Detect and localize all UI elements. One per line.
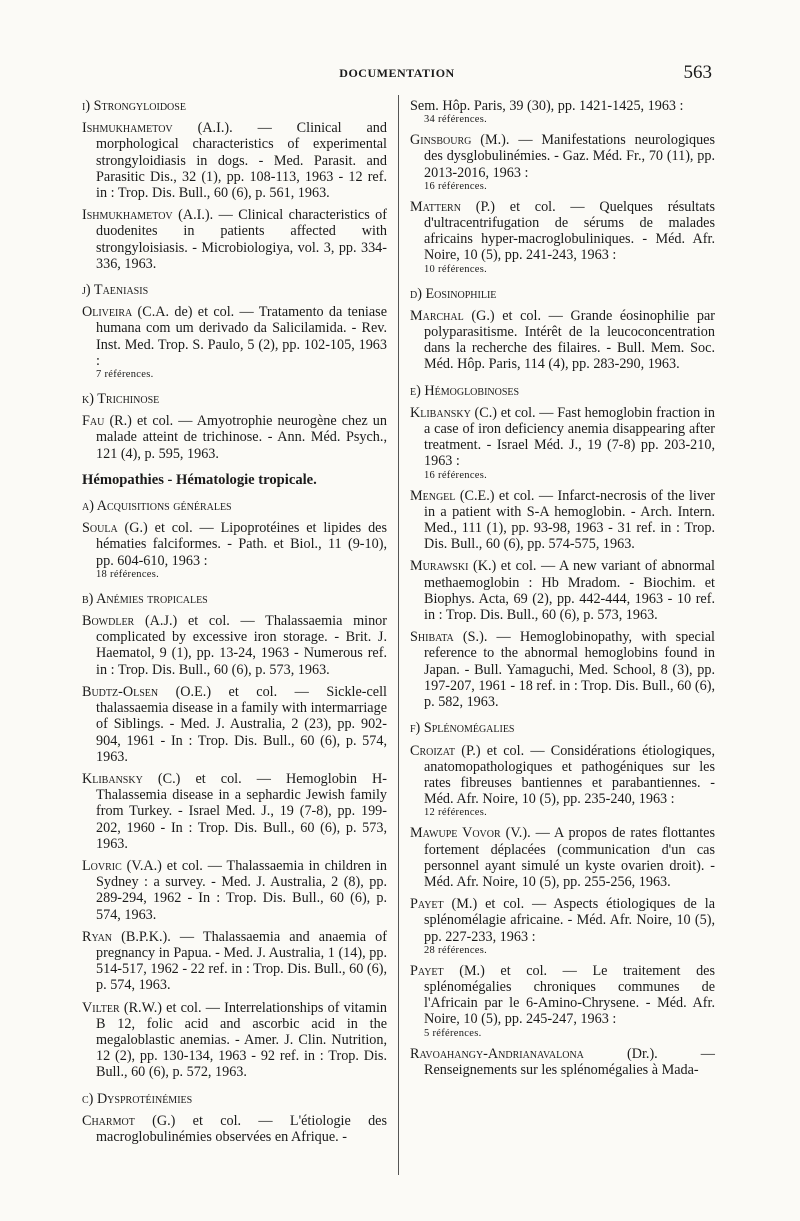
entry-author: Croizat bbox=[410, 742, 456, 759]
entry-author: Klibansky bbox=[82, 770, 143, 787]
entry-reference-count: 28 références. bbox=[424, 944, 488, 956]
bibliography-entry bbox=[410, 405, 715, 482]
entry-reference-count: 7 références. bbox=[96, 369, 154, 381]
bibliography-entry bbox=[82, 771, 387, 852]
bibliography-entry bbox=[410, 132, 715, 193]
entry-citation: (A.I.). — Clinical and morphological characteristics of experimental strongyloidiasis in dogs. - Med. Parasit. and Parasitic Dis., 32 (1), pp. 108-113, 1963 - 12 ref. in : Trop. Dis. Bull., 60 (6), p. 561, 1963. bbox=[96, 120, 387, 202]
entry-citation: (S.). — Hemoglobinopathy, with special reference to the abnormal hemoglobins found in Japan. - Bull. Yamaguchi, Med. School, 8 (3), pp. 197-207, 1961 - 18 ref. in : Trop. Dis. Bull., 60 (6), p. 582, 1963. bbox=[424, 629, 715, 711]
entry-author: Payet bbox=[410, 896, 444, 913]
section-heading: b) Anémies tropicales bbox=[82, 590, 208, 607]
section-heading: c) Dysprotéinémies bbox=[82, 1090, 193, 1107]
bibliography-entry bbox=[410, 896, 715, 957]
bibliography-entry bbox=[82, 613, 387, 678]
entry-reference-count: 16 références. bbox=[424, 180, 488, 192]
bibliography-entry bbox=[82, 413, 387, 462]
bibliography-entry bbox=[82, 1000, 387, 1081]
entry-citation: (R.W.) et col. — Interrelationships of vitamin B 12, folic acid and ascorbic acid in the megaloblastic anemias. - Amer. J. Clin. Nutrition, 12 (2), pp. 130-134, 1963 - 92 ref. in : Trop. Dis. Bull., 60 (6), p. 572, 1963. bbox=[96, 999, 387, 1081]
section-heading: a) Acquisitions générales bbox=[82, 498, 232, 515]
page-number: 563 bbox=[683, 62, 712, 83]
entry-author: Soula bbox=[82, 520, 118, 537]
entry-author: Ravoahangy-Andrianavalona bbox=[410, 1045, 584, 1062]
bibliography-entry bbox=[82, 1113, 387, 1145]
bibliography-entry bbox=[410, 629, 715, 710]
bibliography-entry bbox=[410, 558, 715, 623]
entry-citation: (C.E.) et col. — Infarct-necrosis of the liver in a patient with S-A hemoglobin. - Arch. Intern. Med., 111 (1), pp. 93-98, 1963 - 31 ref. in : Trop. Dis. Bull., 60 (6), pp. 574-575, 1963. bbox=[424, 487, 715, 553]
entry-reference-count: 5 références. bbox=[424, 1027, 482, 1039]
entry-author: Ginsbourg bbox=[410, 132, 472, 149]
entry-citation: (O.E.) et col. — Sickle-cell thalassaemia disease in a family with intermarriage of Siblings. - Med. J. Australia, 2 (23), pp. 902-904, 1961 - In : Trop. Dis. Bull., 60 (6), p. 574, 1963. bbox=[96, 683, 387, 765]
entry-citation: (A.J.) et col. — Thalassaemia minor complicated by excessive iron storage. - Brit. J. Haematol, 9 (1), pp. 13-24, 1963 - Numerous ref. in : Trop. Dis. Bull., 60 (6), p. 573, 1963. bbox=[96, 613, 387, 678]
section-heading: e) Hémoglobinoses bbox=[410, 382, 520, 399]
bibliography-entry bbox=[410, 1046, 715, 1078]
running-head: DOCUMENTATION bbox=[339, 66, 455, 80]
entry-citation: (G.) et col. — L'étiologie des macroglobulinémies observées en Afrique. - bbox=[96, 1112, 387, 1145]
entry-citation: (Dr.). — Renseignements sur les splénomégalies à Mada- bbox=[424, 1045, 715, 1078]
entry-author: Lovric bbox=[82, 857, 122, 874]
entry-citation: (C.) et col. — Fast hemoglobin fraction in a case of iron deficiency anemia disappearing after treatment. - Israel Méd. J., 19 (7-8) pp. 203-210, 1963 : bbox=[424, 404, 715, 470]
entry-author: Vilter bbox=[82, 999, 120, 1016]
section-heading: j) Taeniasis bbox=[82, 282, 149, 299]
entry-citation: (A.I.). — Clinical characteristics of duodenites in patients affected with strongyloisiasis. - Microbiologiya, vol. 3, pp. 334-336, 1963. bbox=[96, 207, 387, 272]
section-heading: k) Trichinose bbox=[82, 391, 160, 408]
bibliography-entry bbox=[82, 207, 387, 272]
entry-citation: (P.) et col. — Quelques résultats d'ultracentrifugation de sérums de malades africains hyper-macroglobuliniques. - Méd. Afr. Noire, 10 (5), pp. 241-243, 1963 : bbox=[424, 198, 715, 264]
entry-author: Bowdler bbox=[82, 613, 135, 630]
bibliography-entry bbox=[82, 120, 387, 201]
entry-author: Klibansky bbox=[410, 404, 471, 421]
entry-citation: (M.) et col. — Aspects étiologiques de la splénomélagie africaine. - Méd. Afr. Noire, 10 (5), pp. 227-233, 1963 : bbox=[424, 896, 715, 945]
bibliography-entry bbox=[82, 304, 387, 381]
entry-citation: (C.) et col. — Hemoglobin H-Thalassemia disease in a sephardic Jewish family from Turkey. - Israel Med. J., 19 (7-8), pp. 199-202, 1960 - In : Trop. Dis. Bull., 60 (6), p. 573, 1963. bbox=[96, 770, 387, 852]
entry-reference-count: 12 références. bbox=[424, 807, 488, 819]
left-column bbox=[82, 98, 387, 1151]
entry-author: Oliveira bbox=[82, 304, 133, 321]
entry-author: Budtz-Olsen bbox=[82, 683, 159, 700]
entry-author: Ishmukhametov bbox=[82, 207, 173, 224]
entry-author: Mengel bbox=[410, 487, 456, 504]
entry-author: Mawupe Vovor bbox=[410, 825, 501, 842]
bibliography-entry bbox=[410, 98, 715, 126]
entry-author: Fau bbox=[82, 413, 105, 430]
bibliography-entry bbox=[410, 308, 715, 373]
entry-citation: (R.) et col. — Amyotrophie neurogène chez un malade atteint de trichinose. - Ann. Méd. Psych., 121 (4), p. 595, 1963. bbox=[96, 413, 387, 462]
entry-citation: (B.P.K.). — Thalassaemia and anaemia of pregnancy in Papua. - Med. J. Australia, 1 (14), pp. 514-517, 1962 - 22 ref. in : Trop. Dis. Bull., 60 (6), p. 574, 1963. bbox=[96, 928, 387, 994]
entry-citation: (P.) et col. — Considérations étiologiques, anatomopathologiques et pathogéniques sur les rates fibreuses bantiennes et parabantiennes. - Méd. Afr. Noire, 10 (5), pp. 235-240, 1963 : bbox=[424, 742, 715, 808]
entry-citation: Sem. Hôp. Paris, 39 (30), pp. 1421-1425, 1963 : bbox=[410, 98, 684, 114]
entry-reference-count: 10 références. bbox=[424, 263, 488, 275]
entry-reference-count: 16 références. bbox=[424, 469, 488, 481]
entry-reference-count: 34 références. bbox=[424, 114, 488, 126]
entry-citation: (K.) et col. — A new variant of abnormal methaemoglobin : Hb Mradom. - Biochim. et Biophys. Acta, 69 (2), pp. 442-444, 1963 - 10 ref. in : Trop. Dis. Bull., 60 (6), p. 573, 1963. bbox=[424, 558, 715, 624]
section-heading: f) Splénomégalies bbox=[410, 720, 515, 737]
entry-author: Mattern bbox=[410, 198, 461, 215]
entry-citation: (G.) et col. — Lipoprotéines et lipides des hématies falciformes. - Path. et Biol., 11 (9-10), pp. 604-610, 1963 : bbox=[96, 520, 387, 569]
right-column bbox=[410, 98, 715, 1084]
entry-author: Ishmukhametov bbox=[82, 120, 173, 137]
entry-author: Ryan bbox=[82, 928, 113, 945]
entry-author: Marchal bbox=[410, 307, 464, 324]
bibliography-entry bbox=[82, 684, 387, 765]
entry-reference-count: 18 références. bbox=[96, 568, 160, 580]
entry-citation: (M.). — Manifestations neurologiques des dysglobulinémies. - Gaz. Méd. Fr., 70 (11), pp. 2013-2016, 1963 : bbox=[424, 132, 715, 181]
entry-citation: (V.). — A propos de rates flottantes fortement déplacées (communication d'un cas personnel ayant simulé un kyste ovarien droit). - Méd. Afr. Noire, 10 (5), pp. 255-256, 1963. bbox=[424, 825, 715, 890]
column-divider bbox=[398, 95, 399, 1175]
entry-citation: (M.) et col. — Le traitement des splénomégalies chroniques communes de l'Africain par le 6-Amino-Chrysene. - Méd. Afr. Noire, 10 (5), pp. 245-247, 1963 : bbox=[424, 962, 715, 1028]
entry-author: Charmot bbox=[82, 1112, 135, 1129]
entry-citation: (V.A.) et col. — Thalassaemia in children in Sydney : a survey. - Med. J. Australia, 2 (8), pp. 289-294, 1962 - In : Trop. Dis. Bull., 60 (6), p. 574, 1963. bbox=[96, 857, 387, 923]
entry-author: Shibata bbox=[410, 629, 454, 646]
bibliography-entry bbox=[410, 199, 715, 276]
chapter-title: Hémopathies - Hématologie tropicale. bbox=[82, 471, 317, 488]
bibliography-entry bbox=[410, 488, 715, 553]
entry-author: Murawski bbox=[410, 558, 469, 575]
bibliography-entry bbox=[82, 520, 387, 581]
entry-citation: (G.) et col. — Grande éosinophilie par polyparasitisme. Intérêt de la leucoconcentration dans la recherche des filaires. - Bull. Mem. Soc. Méd. Hôp. Paris, 114 (4), pp. 283-290, 1963. bbox=[424, 307, 715, 373]
page-header bbox=[82, 62, 712, 86]
section-heading: d) Eosinophilie bbox=[410, 285, 497, 302]
bibliography-entry bbox=[82, 929, 387, 994]
bibliography-entry bbox=[410, 963, 715, 1040]
bibliography-entry bbox=[82, 858, 387, 923]
bibliography-entry bbox=[410, 825, 715, 890]
section-heading: i) Strongyloidose bbox=[82, 98, 186, 114]
entry-author: Payet bbox=[410, 962, 444, 979]
bibliography-entry bbox=[410, 743, 715, 820]
entry-citation: (C.A. de) et col. — Tratamento da teniase humana com um derivado da Salicilamida. - Rev. Inst. Med. Trop. S. Paulo, 5 (2), pp. 102-105, 1963 : bbox=[96, 304, 387, 369]
